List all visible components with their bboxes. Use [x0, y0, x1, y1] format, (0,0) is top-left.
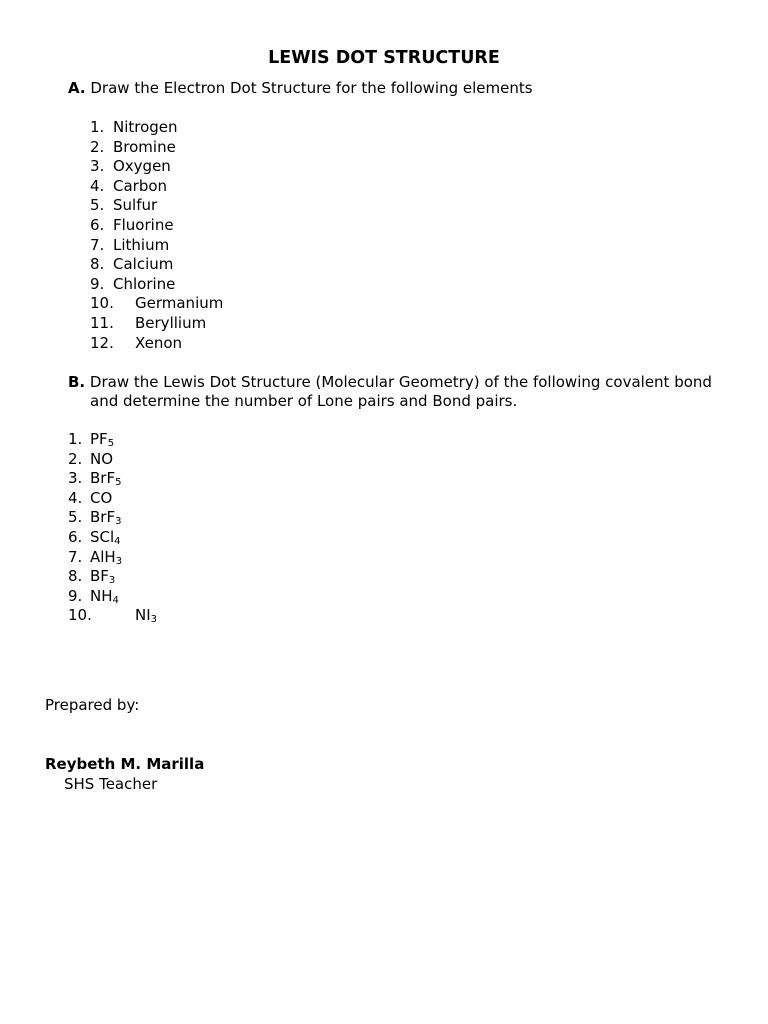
item-number: 10. — [68, 606, 92, 625]
list-item — [90, 334, 390, 354]
list-item — [90, 118, 390, 138]
formula-base: PF — [90, 430, 108, 448]
list-item — [68, 567, 368, 587]
item-number: 4. — [90, 176, 105, 195]
section-a-text: Draw the Electron Dot Structure for the following elements — [90, 79, 533, 97]
list-item — [90, 138, 390, 158]
list-item — [68, 508, 368, 528]
compound-formula — [90, 587, 119, 607]
compound-formula — [90, 450, 113, 470]
list-item — [90, 314, 390, 334]
compound-list — [68, 430, 368, 626]
element-name: Chlorine — [113, 274, 176, 293]
item-number: 2. — [68, 449, 83, 468]
list-item — [68, 548, 368, 568]
list-item — [90, 216, 390, 236]
compound-formula — [90, 508, 121, 528]
compound-formula — [90, 548, 122, 568]
author-role: SHS Teacher — [64, 775, 158, 793]
section-b-text-line1: Draw the Lewis Dot Structure (Molecular Geometry) of the following covalent bond — [89, 373, 712, 391]
formula-subscript: 3 — [115, 516, 122, 528]
item-number: 2. — [90, 137, 105, 156]
element-name: Xenon — [135, 333, 183, 352]
formula-subscript: 4 — [114, 535, 121, 547]
list-item — [90, 236, 390, 256]
list-item — [90, 157, 390, 177]
author-name: Reybeth M. Marilla — [45, 755, 205, 773]
formula-subscript: 4 — [112, 594, 119, 606]
compound-formula — [90, 430, 114, 450]
element-name: Germanium — [135, 294, 224, 313]
section-b-instruction — [68, 373, 712, 392]
element-name: Calcium — [113, 255, 174, 274]
prepared-by-label: Prepared by: — [45, 696, 140, 714]
page-title: LEWIS DOT STRUCTURE — [268, 48, 500, 68]
list-item — [68, 450, 368, 470]
item-number: 6. — [68, 527, 83, 546]
item-number: 9. — [90, 274, 105, 293]
element-list — [90, 118, 390, 353]
item-number: 4. — [68, 488, 83, 507]
list-item — [68, 587, 368, 607]
compound-formula — [90, 489, 112, 509]
list-item — [90, 196, 390, 216]
compound-formula — [90, 469, 121, 489]
item-number: 7. — [90, 235, 105, 254]
item-number: 9. — [68, 586, 83, 605]
item-number: 6. — [90, 215, 105, 234]
list-item — [68, 528, 368, 548]
section-b-text-line2: and determine the number of Lone pairs and Bond pairs. — [90, 392, 518, 410]
formula-subscript: 3 — [150, 614, 158, 626]
item-number: 5. — [68, 508, 83, 527]
list-item — [68, 606, 368, 626]
formula-base: NH — [90, 586, 113, 605]
item-number: 1. — [68, 430, 83, 448]
formula-base: NO — [90, 449, 114, 468]
item-number: 12. — [90, 333, 114, 352]
item-number: 10. — [90, 294, 114, 313]
element-name: Carbon — [113, 176, 168, 195]
item-number: 8. — [90, 255, 105, 274]
formula-base: BrF — [90, 508, 116, 527]
list-item — [68, 469, 368, 489]
formula-base: BrF — [90, 469, 116, 488]
element-name: Bromine — [113, 137, 176, 156]
item-number: 3. — [68, 469, 83, 488]
formula-subscript: 5 — [115, 477, 122, 489]
formula-base: AlH — [90, 547, 116, 566]
formula-base: CO — [90, 488, 113, 507]
list-item — [68, 489, 368, 509]
item-number: 3. — [90, 157, 105, 176]
formula-subscript: 5 — [107, 438, 115, 449]
list-item — [90, 294, 390, 314]
compound-formula — [90, 567, 115, 587]
compound-formula — [90, 528, 121, 548]
item-number: 1. — [90, 118, 105, 136]
element-name: Fluorine — [113, 215, 174, 234]
item-number: 5. — [90, 196, 105, 215]
formula-base: NI — [135, 606, 151, 625]
section-b-letter: B. — [68, 373, 86, 391]
element-name: Beryllium — [135, 313, 207, 332]
compound-formula — [135, 606, 157, 626]
item-number: 8. — [68, 567, 83, 586]
element-name: Nitrogen — [113, 118, 178, 136]
element-name: Oxygen — [113, 157, 171, 176]
section-a-letter: A. — [68, 79, 86, 97]
item-number: 11. — [90, 313, 114, 332]
formula-base: BF — [90, 567, 109, 586]
formula-subscript: 3 — [108, 575, 116, 587]
formula-base: SCl — [90, 527, 115, 546]
list-item — [90, 255, 390, 275]
list-item — [90, 177, 390, 197]
element-name: Lithium — [113, 235, 170, 254]
item-number: 7. — [68, 547, 83, 566]
element-name: Sulfur — [113, 196, 158, 215]
section-a-instruction — [68, 79, 533, 98]
list-item — [90, 275, 390, 295]
formula-subscript: 3 — [115, 555, 123, 567]
list-item — [68, 430, 368, 450]
